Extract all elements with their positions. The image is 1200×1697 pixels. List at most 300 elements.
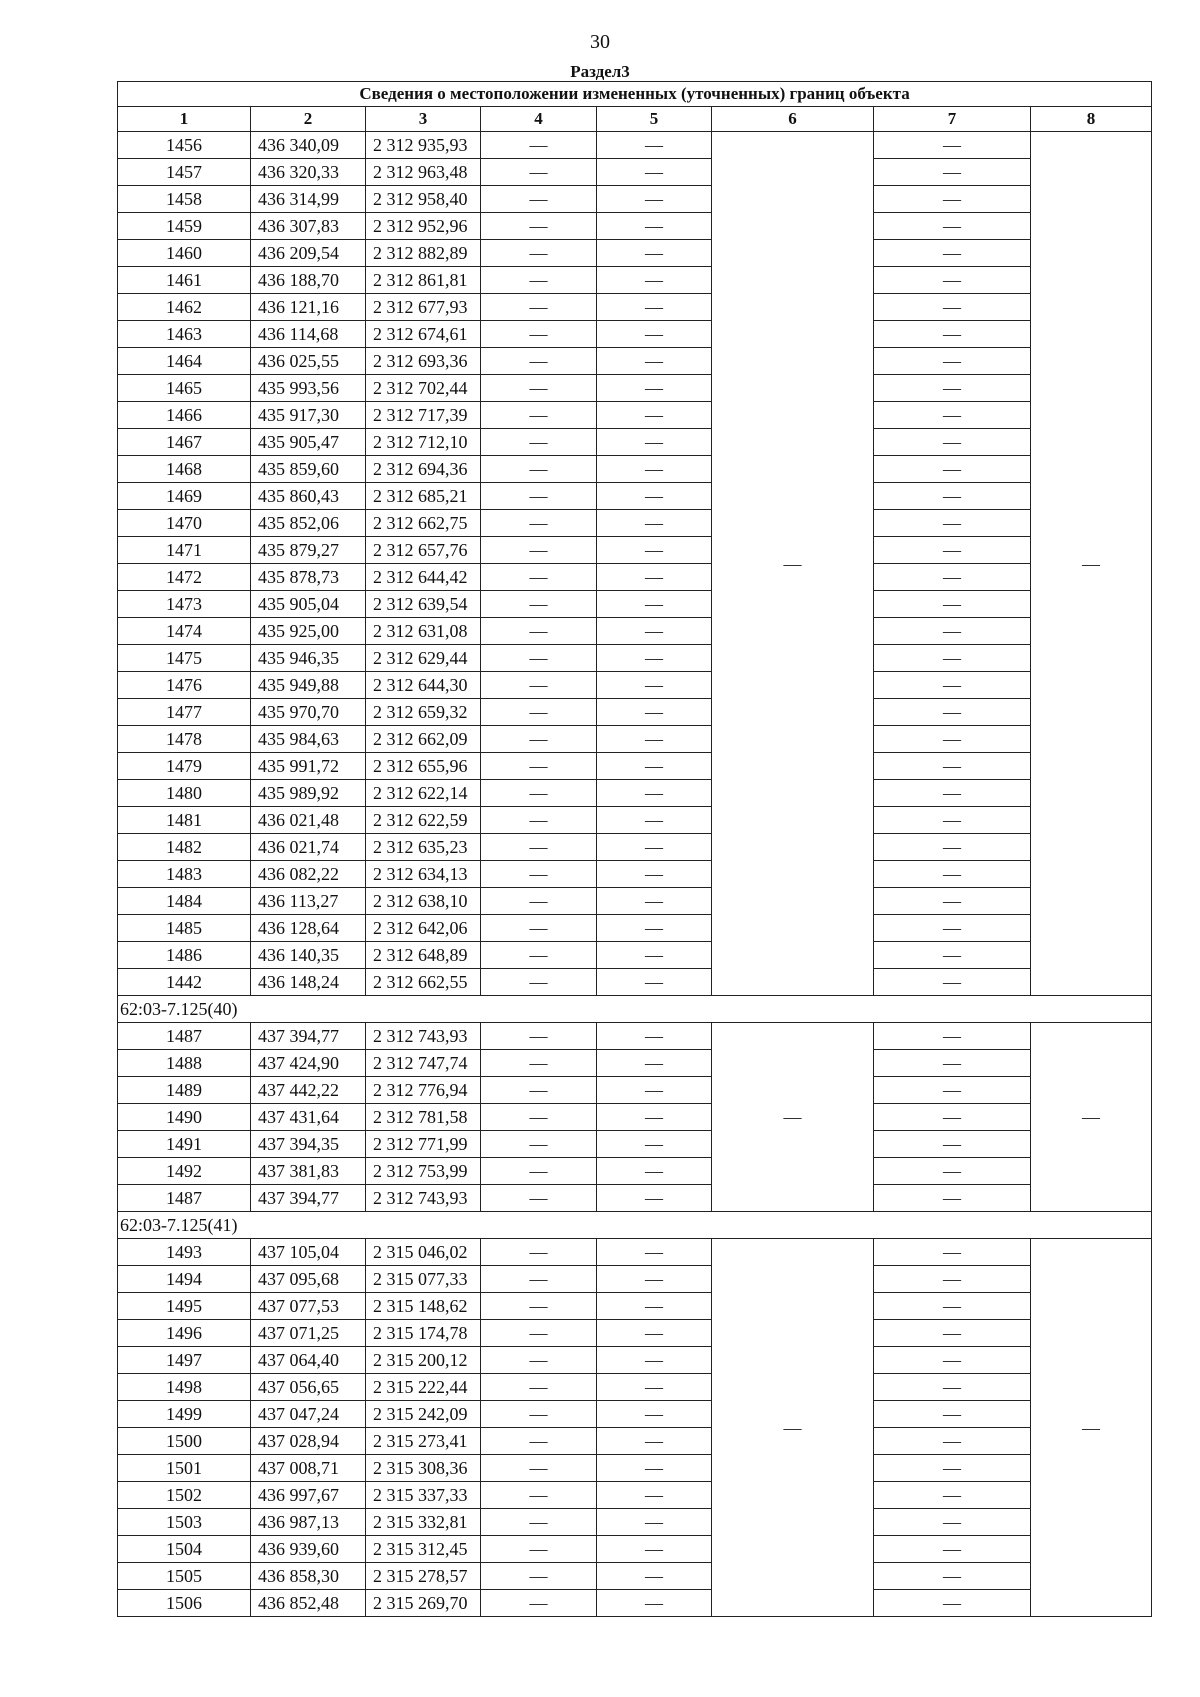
col5-cell: — [597, 969, 712, 996]
col4-cell: — [481, 861, 597, 888]
col4-cell: — [481, 969, 597, 996]
point-number-cell: 1498 [118, 1374, 251, 1401]
y-coordinate-cell: 2 315 273,41 [366, 1428, 481, 1455]
col4-cell: — [481, 1185, 597, 1212]
table-row [118, 726, 1152, 753]
point-number-cell: 1487 [118, 1023, 251, 1050]
y-coordinate-cell: 2 312 717,39 [366, 402, 481, 429]
column-header: 8 [1031, 107, 1152, 132]
point-number-cell: 1484 [118, 888, 251, 915]
x-coordinate-cell: 437 431,64 [251, 1104, 366, 1131]
table-row [118, 672, 1152, 699]
col5-cell: — [597, 1374, 712, 1401]
col5-cell: — [597, 294, 712, 321]
point-number-cell: 1473 [118, 591, 251, 618]
col6-merged-cell: — [712, 1239, 874, 1617]
table-row [118, 537, 1152, 564]
y-coordinate-cell: 2 312 935,93 [366, 132, 481, 159]
col5-cell: — [597, 1158, 712, 1185]
col4-cell: — [481, 888, 597, 915]
col4-cell: — [481, 1563, 597, 1590]
col8-merged-cell: — [1031, 1239, 1152, 1617]
y-coordinate-cell: 2 312 882,89 [366, 240, 481, 267]
col4-cell: — [481, 672, 597, 699]
column-header: 5 [597, 107, 712, 132]
y-coordinate-cell: 2 312 662,09 [366, 726, 481, 753]
table-row [118, 1158, 1152, 1185]
point-number-cell: 1482 [118, 834, 251, 861]
col4-cell: — [481, 429, 597, 456]
y-coordinate-cell: 2 312 776,94 [366, 1077, 481, 1104]
col5-cell: — [597, 321, 712, 348]
col4-cell: — [481, 753, 597, 780]
y-coordinate-cell: 2 312 655,96 [366, 753, 481, 780]
point-number-cell: 1471 [118, 537, 251, 564]
col6-merged-cell: — [712, 132, 874, 996]
table-row [118, 267, 1152, 294]
col7-cell: — [874, 564, 1031, 591]
col5-cell: — [597, 402, 712, 429]
point-number-cell: 1481 [118, 807, 251, 834]
y-coordinate-cell: 2 315 337,33 [366, 1482, 481, 1509]
col4-cell: — [481, 456, 597, 483]
table-row [118, 1536, 1152, 1563]
point-number-cell: 1502 [118, 1482, 251, 1509]
point-number-cell: 1503 [118, 1509, 251, 1536]
x-coordinate-cell: 437 394,35 [251, 1131, 366, 1158]
col7-cell: — [874, 672, 1031, 699]
point-number-cell: 1479 [118, 753, 251, 780]
table-row [118, 1239, 1152, 1266]
col5-cell: — [597, 1077, 712, 1104]
x-coordinate-cell: 435 970,70 [251, 699, 366, 726]
col5-cell: — [597, 132, 712, 159]
point-number-cell: 1494 [118, 1266, 251, 1293]
col7-cell: — [874, 753, 1031, 780]
col4-cell: — [481, 1266, 597, 1293]
table-row [118, 1077, 1152, 1104]
col7-cell: — [874, 591, 1031, 618]
col7-cell: — [874, 1023, 1031, 1050]
point-number-cell: 1442 [118, 969, 251, 996]
col4-cell: — [481, 807, 597, 834]
point-number-cell: 1477 [118, 699, 251, 726]
col7-cell: — [874, 834, 1031, 861]
col4-cell: — [481, 132, 597, 159]
point-number-cell: 1487 [118, 1185, 251, 1212]
col5-cell: — [597, 483, 712, 510]
x-coordinate-cell: 436 121,16 [251, 294, 366, 321]
point-number-cell: 1475 [118, 645, 251, 672]
y-coordinate-cell: 2 312 702,44 [366, 375, 481, 402]
y-coordinate-cell: 2 312 963,48 [366, 159, 481, 186]
col5-cell: — [597, 780, 712, 807]
col5-cell: — [597, 1104, 712, 1131]
table-row [118, 1563, 1152, 1590]
table-row [118, 915, 1152, 942]
table-row [118, 1320, 1152, 1347]
col4-cell: — [481, 348, 597, 375]
y-coordinate-cell: 2 312 743,93 [366, 1185, 481, 1212]
x-coordinate-cell: 437 424,90 [251, 1050, 366, 1077]
col5-cell: — [597, 861, 712, 888]
y-coordinate-cell: 2 312 747,74 [366, 1050, 481, 1077]
table-row [118, 321, 1152, 348]
col8-merged-cell: — [1031, 132, 1152, 996]
table-row [118, 1293, 1152, 1320]
point-number-cell: 1461 [118, 267, 251, 294]
table-row [118, 1347, 1152, 1374]
x-coordinate-cell: 435 946,35 [251, 645, 366, 672]
col5-cell: — [597, 510, 712, 537]
column-header: 7 [874, 107, 1031, 132]
x-coordinate-cell: 435 852,06 [251, 510, 366, 537]
col7-cell: — [874, 699, 1031, 726]
y-coordinate-cell: 2 312 635,23 [366, 834, 481, 861]
column-header: 1 [118, 107, 251, 132]
col5-cell: — [597, 672, 712, 699]
col5-cell: — [597, 267, 712, 294]
col7-cell: — [874, 1563, 1031, 1590]
cadastral-group-label: 62:03-7.125(40) [118, 996, 1152, 1023]
col7-cell: — [874, 780, 1031, 807]
x-coordinate-cell: 436 021,48 [251, 807, 366, 834]
col4-cell: — [481, 1158, 597, 1185]
table-row [118, 1185, 1152, 1212]
y-coordinate-cell: 2 312 631,08 [366, 618, 481, 645]
col7-cell: — [874, 456, 1031, 483]
table-row [118, 861, 1152, 888]
col7-cell: — [874, 159, 1031, 186]
col7-cell: — [874, 321, 1031, 348]
col7-cell: — [874, 1104, 1031, 1131]
point-number-cell: 1493 [118, 1239, 251, 1266]
col4-cell: — [481, 1239, 597, 1266]
table-row [118, 240, 1152, 267]
page-number: 30 [590, 31, 610, 53]
x-coordinate-cell: 437 095,68 [251, 1266, 366, 1293]
table-row [118, 213, 1152, 240]
point-number-cell: 1469 [118, 483, 251, 510]
col4-cell: — [481, 240, 597, 267]
col7-cell: — [874, 267, 1031, 294]
table-row [118, 1050, 1152, 1077]
col4-cell: — [481, 1050, 597, 1077]
y-coordinate-cell: 2 312 662,55 [366, 969, 481, 996]
x-coordinate-cell: 436 209,54 [251, 240, 366, 267]
col5-cell: — [597, 807, 712, 834]
x-coordinate-cell: 437 028,94 [251, 1428, 366, 1455]
table-row [118, 510, 1152, 537]
y-coordinate-cell: 2 312 638,10 [366, 888, 481, 915]
col7-cell: — [874, 1077, 1031, 1104]
y-coordinate-cell: 2 312 622,14 [366, 780, 481, 807]
table-row [118, 699, 1152, 726]
col7-cell: — [874, 510, 1031, 537]
col4-cell: — [481, 1293, 597, 1320]
point-number-cell: 1460 [118, 240, 251, 267]
col7-cell: — [874, 915, 1031, 942]
col5-cell: — [597, 1023, 712, 1050]
point-number-cell: 1505 [118, 1563, 251, 1590]
x-coordinate-cell: 435 949,88 [251, 672, 366, 699]
column-header: 3 [366, 107, 481, 132]
col7-cell: — [874, 1158, 1031, 1185]
x-coordinate-cell: 436 852,48 [251, 1590, 366, 1617]
col7-cell: — [874, 807, 1031, 834]
col7-cell: — [874, 861, 1031, 888]
x-coordinate-cell: 436 082,22 [251, 861, 366, 888]
table-row [118, 132, 1152, 159]
col4-cell: — [481, 780, 597, 807]
point-number-cell: 1476 [118, 672, 251, 699]
point-number-cell: 1463 [118, 321, 251, 348]
col5-cell: — [597, 1482, 712, 1509]
col7-cell: — [874, 888, 1031, 915]
point-number-cell: 1492 [118, 1158, 251, 1185]
col4-cell: — [481, 1374, 597, 1401]
y-coordinate-cell: 2 312 693,36 [366, 348, 481, 375]
point-number-cell: 1464 [118, 348, 251, 375]
y-coordinate-cell: 2 312 644,42 [366, 564, 481, 591]
col5-cell: — [597, 645, 712, 672]
col5-cell: — [597, 564, 712, 591]
x-coordinate-cell: 435 925,00 [251, 618, 366, 645]
x-coordinate-cell: 435 917,30 [251, 402, 366, 429]
col5-cell: — [597, 699, 712, 726]
x-coordinate-cell: 436 307,83 [251, 213, 366, 240]
table-row [118, 375, 1152, 402]
table-row [118, 645, 1152, 672]
col7-cell: — [874, 1590, 1031, 1617]
table-row [118, 780, 1152, 807]
col5-cell: — [597, 834, 712, 861]
col5-cell: — [597, 1401, 712, 1428]
col5-cell: — [597, 1131, 712, 1158]
x-coordinate-cell: 437 077,53 [251, 1293, 366, 1320]
col5-cell: — [597, 159, 712, 186]
col5-cell: — [597, 213, 712, 240]
point-number-cell: 1506 [118, 1590, 251, 1617]
y-coordinate-cell: 2 312 685,21 [366, 483, 481, 510]
point-number-cell: 1497 [118, 1347, 251, 1374]
y-coordinate-cell: 2 312 712,10 [366, 429, 481, 456]
x-coordinate-cell: 436 987,13 [251, 1509, 366, 1536]
table-row [118, 807, 1152, 834]
col5-cell: — [597, 942, 712, 969]
x-coordinate-cell: 437 394,77 [251, 1185, 366, 1212]
col7-cell: — [874, 132, 1031, 159]
point-number-cell: 1457 [118, 159, 251, 186]
col5-cell: — [597, 240, 712, 267]
col7-cell: — [874, 1293, 1031, 1320]
y-coordinate-cell: 2 312 694,36 [366, 456, 481, 483]
table-row [118, 186, 1152, 213]
col5-cell: — [597, 429, 712, 456]
col5-cell: — [597, 1455, 712, 1482]
col5-cell: — [597, 726, 712, 753]
col4-cell: — [481, 591, 597, 618]
point-number-cell: 1458 [118, 186, 251, 213]
col7-cell: — [874, 429, 1031, 456]
col7-cell: — [874, 1185, 1031, 1212]
col4-cell: — [481, 1104, 597, 1131]
x-coordinate-cell: 436 128,64 [251, 915, 366, 942]
col5-cell: — [597, 1293, 712, 1320]
col4-cell: — [481, 1482, 597, 1509]
col4-cell: — [481, 159, 597, 186]
point-number-cell: 1478 [118, 726, 251, 753]
point-number-cell: 1467 [118, 429, 251, 456]
col4-cell: — [481, 537, 597, 564]
col7-cell: — [874, 294, 1031, 321]
y-coordinate-cell: 2 312 753,99 [366, 1158, 481, 1185]
y-coordinate-cell: 2 312 662,75 [366, 510, 481, 537]
table-row [118, 348, 1152, 375]
col4-cell: — [481, 321, 597, 348]
col7-cell: — [874, 1374, 1031, 1401]
col4-cell: — [481, 1023, 597, 1050]
table-caption: Сведения о местоположении измененных (уточненных) границ объекта [118, 82, 1152, 107]
col4-cell: — [481, 483, 597, 510]
point-number-cell: 1466 [118, 402, 251, 429]
col4-cell: — [481, 186, 597, 213]
table-row [118, 1023, 1152, 1050]
col4-cell: — [481, 375, 597, 402]
y-coordinate-cell: 2 312 771,99 [366, 1131, 481, 1158]
col4-cell: — [481, 1428, 597, 1455]
col6-merged-cell: — [712, 1023, 874, 1212]
x-coordinate-cell: 435 905,04 [251, 591, 366, 618]
x-coordinate-cell: 436 314,99 [251, 186, 366, 213]
table-row [118, 402, 1152, 429]
y-coordinate-cell: 2 315 046,02 [366, 1239, 481, 1266]
col5-cell: — [597, 915, 712, 942]
col7-cell: — [874, 1509, 1031, 1536]
col4-cell: — [481, 267, 597, 294]
col7-cell: — [874, 186, 1031, 213]
x-coordinate-cell: 435 991,72 [251, 753, 366, 780]
col4-cell: — [481, 1320, 597, 1347]
section-title: Раздел3 [570, 62, 630, 81]
y-coordinate-cell: 2 312 629,44 [366, 645, 481, 672]
col5-cell: — [597, 1509, 712, 1536]
y-coordinate-cell: 2 312 674,61 [366, 321, 481, 348]
column-header: 6 [712, 107, 874, 132]
table-row [118, 942, 1152, 969]
col4-cell: — [481, 1590, 597, 1617]
col5-cell: — [597, 348, 712, 375]
col4-cell: — [481, 915, 597, 942]
col4-cell: — [481, 1077, 597, 1104]
y-coordinate-cell: 2 315 200,12 [366, 1347, 481, 1374]
x-coordinate-cell: 436 113,27 [251, 888, 366, 915]
column-header: 2 [251, 107, 366, 132]
x-coordinate-cell: 435 879,27 [251, 537, 366, 564]
col5-cell: — [597, 456, 712, 483]
y-coordinate-cell: 2 315 308,36 [366, 1455, 481, 1482]
point-number-cell: 1465 [118, 375, 251, 402]
column-header: 4 [481, 107, 597, 132]
x-coordinate-cell: 436 858,30 [251, 1563, 366, 1590]
point-number-cell: 1504 [118, 1536, 251, 1563]
table-row [118, 591, 1152, 618]
col5-cell: — [597, 753, 712, 780]
point-number-cell: 1488 [118, 1050, 251, 1077]
point-number-cell: 1459 [118, 213, 251, 240]
x-coordinate-cell: 436 939,60 [251, 1536, 366, 1563]
col4-cell: — [481, 699, 597, 726]
y-coordinate-cell: 2 312 634,13 [366, 861, 481, 888]
col5-cell: — [597, 1239, 712, 1266]
y-coordinate-cell: 2 312 657,76 [366, 537, 481, 564]
table-row [118, 429, 1152, 456]
col5-cell: — [597, 375, 712, 402]
table-row [118, 1455, 1152, 1482]
col5-cell: — [597, 1050, 712, 1077]
y-coordinate-cell: 2 312 952,96 [366, 213, 481, 240]
col7-cell: — [874, 348, 1031, 375]
y-coordinate-cell: 2 312 648,89 [366, 942, 481, 969]
col7-cell: — [874, 402, 1031, 429]
point-number-cell: 1462 [118, 294, 251, 321]
col7-cell: — [874, 645, 1031, 672]
y-coordinate-cell: 2 312 622,59 [366, 807, 481, 834]
table-row [118, 1590, 1152, 1617]
table-row [118, 753, 1152, 780]
x-coordinate-cell: 436 997,67 [251, 1482, 366, 1509]
col7-cell: — [874, 1320, 1031, 1347]
col7-cell: — [874, 1347, 1031, 1374]
col7-cell: — [874, 1428, 1031, 1455]
x-coordinate-cell: 436 188,70 [251, 267, 366, 294]
col5-cell: — [597, 1590, 712, 1617]
x-coordinate-cell: 437 064,40 [251, 1347, 366, 1374]
x-coordinate-cell: 436 021,74 [251, 834, 366, 861]
group-label-row [118, 996, 1152, 1023]
x-coordinate-cell: 437 056,65 [251, 1374, 366, 1401]
col5-cell: — [597, 1320, 712, 1347]
x-coordinate-cell: 435 905,47 [251, 429, 366, 456]
col4-cell: — [481, 1455, 597, 1482]
point-number-cell: 1456 [118, 132, 251, 159]
x-coordinate-cell: 436 025,55 [251, 348, 366, 375]
table-row [118, 1428, 1152, 1455]
col5-cell: — [597, 1536, 712, 1563]
table-row [118, 1482, 1152, 1509]
point-number-cell: 1468 [118, 456, 251, 483]
col4-cell: — [481, 834, 597, 861]
y-coordinate-cell: 2 315 312,45 [366, 1536, 481, 1563]
col4-cell: — [481, 1347, 597, 1374]
col5-cell: — [597, 1563, 712, 1590]
x-coordinate-cell: 436 114,68 [251, 321, 366, 348]
point-number-cell: 1470 [118, 510, 251, 537]
x-coordinate-cell: 436 140,35 [251, 942, 366, 969]
y-coordinate-cell: 2 315 278,57 [366, 1563, 481, 1590]
col5-cell: — [597, 591, 712, 618]
col4-cell: — [481, 1509, 597, 1536]
table-row [118, 1266, 1152, 1293]
col7-cell: — [874, 1131, 1031, 1158]
col4-cell: — [481, 942, 597, 969]
col7-cell: — [874, 726, 1031, 753]
x-coordinate-cell: 435 984,63 [251, 726, 366, 753]
col7-cell: — [874, 483, 1031, 510]
col7-cell: — [874, 537, 1031, 564]
col7-cell: — [874, 240, 1031, 267]
cadastral-group-label: 62:03-7.125(41) [118, 1212, 1152, 1239]
